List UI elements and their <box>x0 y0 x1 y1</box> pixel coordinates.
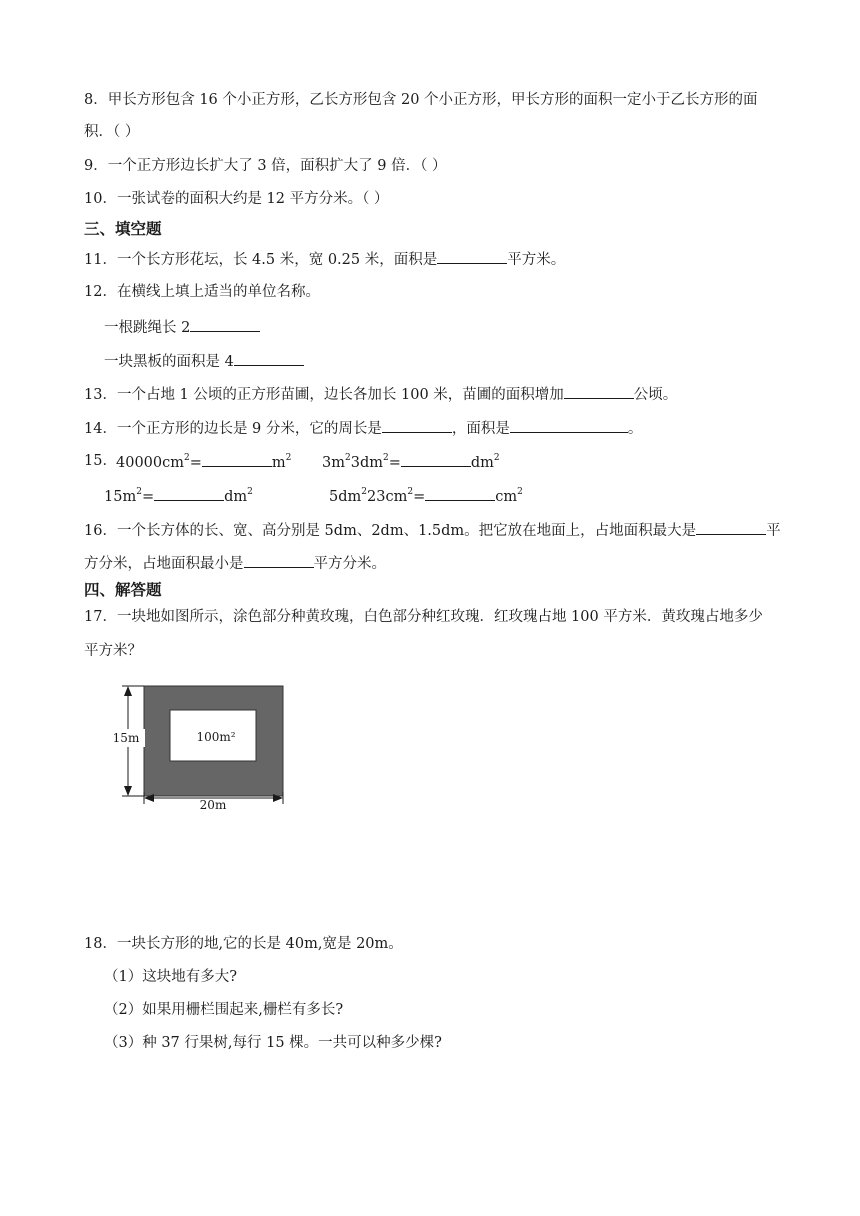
question-16-text2: 方分米，占地面积最小是 <box>84 556 244 572</box>
answer-blank[interactable] <box>564 383 634 399</box>
superscript: 2 <box>361 487 367 497</box>
conversion-3-unit: dm <box>224 489 248 505</box>
question-14-text2: ，面积是 <box>451 421 510 437</box>
question-18-part3: （3）种 37 行果树,每行 15 棵。一共可以种多少棵? <box>104 1035 442 1051</box>
answer-blank[interactable] <box>244 552 314 568</box>
question-16-unit: 平方分米。 <box>313 556 386 572</box>
answer-blank[interactable] <box>696 519 766 535</box>
width-label: 20m <box>199 798 227 810</box>
question-18-part2: （2）如果用栅栏围起来,栅栏有多长? <box>104 1002 344 1018</box>
conversion-1-unit: m <box>271 455 286 471</box>
equals-sign: = <box>388 455 401 471</box>
answer-blank[interactable] <box>437 248 507 264</box>
question-12: 12．在横线上填上适当的单位名称。 <box>84 284 320 300</box>
superscript: 2 <box>184 453 190 463</box>
question-13 <box>84 383 677 405</box>
inner-area-label: 100m² <box>196 730 236 744</box>
superscript: 2 <box>344 453 351 463</box>
question-14-text: 14．一个正方形的边长是 9 分米，它的周长是 <box>84 421 382 437</box>
question-9: 9．一个正方形边长扩大了 3 倍，面积扩大了 9 倍．（ ） <box>84 158 447 174</box>
question-14-end: 。 <box>627 421 643 437</box>
section-heading-answers: 四、解答题 <box>84 581 162 599</box>
superscript: 2 <box>247 487 253 497</box>
arrow-down-icon <box>124 786 132 796</box>
superscript: 2 <box>517 487 523 497</box>
answer-blank[interactable] <box>190 316 260 332</box>
answer-blank[interactable] <box>425 485 495 501</box>
section-heading-fill-in: 三、填空题 <box>84 220 162 238</box>
question-13-unit: 公顷。 <box>633 387 678 403</box>
question-16-text: 16．一个长方体的长、宽、高分别是 5dm、2dm、1.5dm。把它放在地面上，占地面积最大是 <box>84 523 697 539</box>
question-17-line2: 平方米？ <box>84 643 142 659</box>
conversion-1 <box>116 451 291 473</box>
question-13-text: 13．一个占地 1 公顷的正方形苗圃，边长各加长 100 米，苗圃的面积增加 <box>84 387 564 403</box>
superscript: 2 <box>285 453 292 463</box>
question-16-line1 <box>84 519 781 541</box>
superscript: 2 <box>493 453 500 463</box>
conversion-2-value: 3m <box>322 455 345 471</box>
question-8-line1: 8．甲长方形包含 16 个小正方形，乙长方形包含 20 个小正方形，甲长方形的面积一定小于乙长方形的面 <box>84 92 758 108</box>
superscript: 2 <box>382 453 389 463</box>
question-14 <box>84 417 642 439</box>
answer-blank[interactable] <box>202 451 272 467</box>
conversion-3 <box>104 485 253 507</box>
conversion-4-value2: 23cm <box>367 489 408 505</box>
question-18: 18．一块长方形的地,它的长是 40m,宽是 20m。 <box>84 936 403 952</box>
question-12-item1-text: 一根跳绳长 2 <box>104 320 191 336</box>
conversion-2-unit: dm <box>470 455 494 471</box>
answer-blank[interactable] <box>401 451 471 467</box>
answer-blank[interactable] <box>382 417 452 433</box>
equals-sign: = <box>413 489 426 505</box>
answer-blank[interactable] <box>510 417 628 433</box>
answer-blank[interactable] <box>234 350 304 366</box>
equals-sign: = <box>141 489 155 505</box>
superscript: 2 <box>136 487 142 497</box>
conversion-3-value: 15m <box>104 489 137 505</box>
height-label: 15m <box>112 731 140 745</box>
conversion-4-unit: cm <box>495 489 518 505</box>
conversion-2 <box>322 451 500 473</box>
question-12-item2-text: 一块黑板的面积是 4 <box>104 354 234 370</box>
arrow-up-icon <box>124 686 132 696</box>
question-11-text: 11．一个长方形花坛，长 4.5 米，宽 0.25 米，面积是 <box>84 252 438 268</box>
question-18-part1: （1）这块地有多大? <box>104 969 237 985</box>
question-16-line2 <box>84 552 386 574</box>
question-17-line1: 17．一块地如图所示，涂色部分种黄玫瑰，白色部分种红玫瑰．红玫瑰占地 100 平方米．黄玫瑰占地多少 <box>84 609 763 625</box>
question-12-item1 <box>104 316 260 338</box>
question-15-num: 15． <box>84 453 117 469</box>
conversion-1-value: 40000cm <box>116 455 184 471</box>
rose-garden-diagram <box>108 680 293 810</box>
question-16-text-end: 平 <box>766 523 781 539</box>
answer-blank[interactable] <box>154 485 224 501</box>
question-10: 10．一张试卷的面积大约是 12 平方分米。（ ） <box>84 191 389 207</box>
question-11 <box>84 248 565 270</box>
question-8-line2: 积．（ ） <box>84 124 140 140</box>
conversion-4 <box>329 485 523 507</box>
conversion-2-value2: 3dm <box>350 455 383 471</box>
question-11-unit: 平方米。 <box>507 252 566 268</box>
question-12-item2 <box>104 350 304 372</box>
conversion-4-value: 5dm <box>329 489 362 505</box>
equals-sign: = <box>189 455 202 471</box>
superscript: 2 <box>407 487 414 497</box>
